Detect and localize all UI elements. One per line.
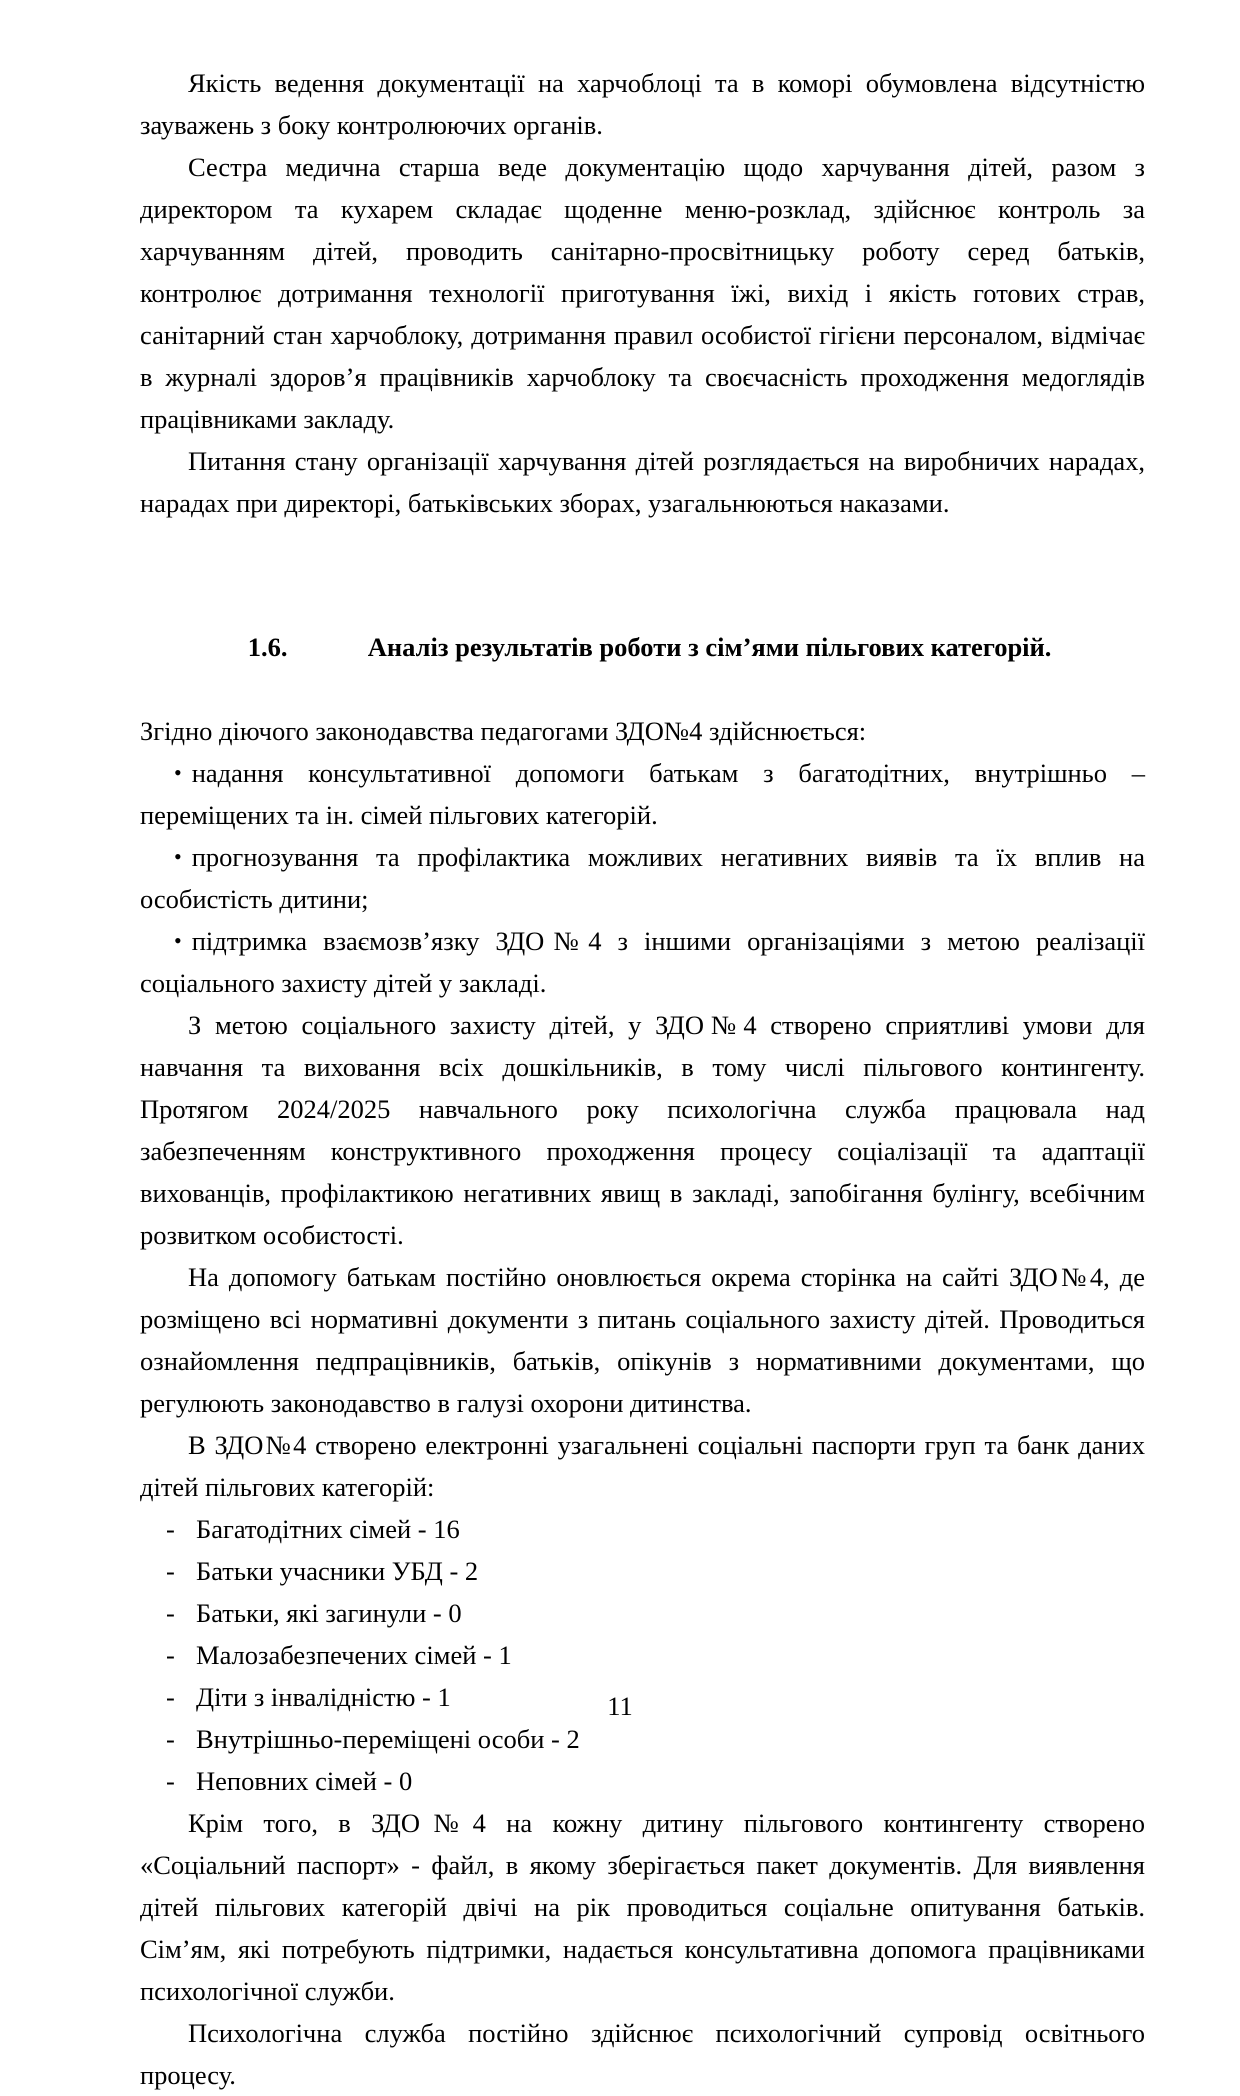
paragraph-legislation-intro: Згідно діючого законодавства педагогами ЗДО№4 здійснюється: <box>140 716 867 746</box>
list-item <box>140 1634 1145 1676</box>
list-item <box>140 1760 1145 1802</box>
bullet-item-text: надання консультативної допомоги батькам з багатодітних, внутрішньо – переміщених та ін. сімей пільгових категорій. <box>140 758 1145 830</box>
bullet-item-consultative-help <box>140 752 1145 836</box>
list-item <box>140 1508 1145 1550</box>
dash-marker-icon: - <box>166 1556 175 1586</box>
section-heading-1-6 <box>140 584 1145 710</box>
bullet-item-text: прогнозування та профілактика можливих негативних виявів та їх вплив на особистість дитини; <box>140 842 1145 914</box>
dash-marker-icon: - <box>166 1766 175 1796</box>
bullet-item-forecasting-prevention <box>140 836 1145 920</box>
bullet-item-text: підтримка взаємозв’язку ЗДО№4 з іншими організаціями з метою реалізації соціального захисту дітей у закладі. <box>140 926 1145 998</box>
section-number: 1.6. <box>247 632 288 662</box>
paragraph-senior-nurse-duties: Сестра медична старша веде документацію щодо харчування дітей, разом з директором та кухарем складає щоденне меню-розклад, здійснює контроль за харчуванням дітей, проводить санітарно-просвітницьку роботу серед батьків, контролює дотримання технології приготування їжі, вихід і якість готових страв, санітарний стан харчоблоку, дотримання правил особистої гігієни персоналом, відмічає в журналі здоров’я працівників харчоблоку та своєчасність проходження медоглядів працівниками закладу. <box>140 152 1145 434</box>
section-title: Аналіз результатів роботи з сім’ями пільгових категорій. <box>367 632 1052 662</box>
paragraph-quality-of-documentation: Якість ведення документації на харчоблоці та в коморі обумовлена відсутністю зауважень з боку контролюючих органів. <box>140 68 1145 140</box>
dash-marker-icon: - <box>166 1514 175 1544</box>
bullet-item-interconnection-support <box>140 920 1145 1004</box>
paragraph-social-passport-file: Крім того, в ЗДО№4 на кожну дитину пільгового контингенту створено «Соціальний паспорт» - файл, в якому зберігається пакет документів. Для виявлення дітей пільгових категорій двічі на рік проводиться соціальне опитування батьків. Сім’ям, які потребують підтримки, надається консультативна допомога працівниками психологічної служби. <box>140 1808 1145 2006</box>
list-item-text: Батьки, які загинули - 0 <box>196 1598 462 1628</box>
list-item-text: Внутрішньо-переміщені особи - 2 <box>196 1724 580 1754</box>
list-item <box>140 1592 1145 1634</box>
bullet-marker-icon: • <box>174 760 182 785</box>
list-item-text: Малозабезпечених сімей - 1 <box>196 1640 512 1670</box>
dash-marker-icon: - <box>166 1682 175 1712</box>
bullet-marker-icon: • <box>174 928 182 953</box>
list-item-text: Багатодітних сімей - 16 <box>196 1514 460 1544</box>
dash-marker-icon: - <box>166 1724 175 1754</box>
dash-marker-icon: - <box>166 1640 175 1670</box>
page-number: 11 <box>607 1691 633 1721</box>
page-body <box>140 62 1145 2096</box>
bullet-marker-icon: • <box>174 844 182 869</box>
paragraph-social-protection-conditions: З метою соціального захисту дітей, у ЗДО№4 створено сприятливі умови для навчання та виховання всіх дошкільників, в тому числі пільгового контингенту. Протягом 2024/2025 навчального року психологічна служба працювала над забезпеченням конструктивного проходження процесу соціалізації та адаптації вихованців, профілактикою негативних явищ в закладі, запобігання булінгу, всебічним розвитком особистості. <box>140 1010 1145 1250</box>
heading-spacer <box>140 524 1145 584</box>
list-item-text: Діти з інвалідністю - 1 <box>196 1682 451 1712</box>
paragraph-social-passports-databank: В ЗДО№4 створено електронні узагальнені соціальні паспорти груп та банк даних дітей пільгових категорій: <box>140 1430 1145 1502</box>
dash-marker-icon: - <box>166 1598 175 1628</box>
list-item <box>140 1550 1145 1592</box>
paragraph-nutrition-review-meetings: Питання стану організації харчування дітей розглядається на виробничих нарадах, нарадах при директорі, батьківських зборах, узагальнюються наказами. <box>140 446 1145 518</box>
list-item-text: Батьки учасники УБД - 2 <box>196 1556 479 1586</box>
list-item-text: Неповних сімей - 0 <box>196 1766 413 1796</box>
paragraph-website-page-for-parents: На допомогу батькам постійно оновлюється окрема сторінка на сайті ЗДО№4, де розміщено всі нормативні документи з питань соціального захисту дітей. Проводиться ознайомлення педпрацівників, батьків, опікунів з нормативними документами, що регулюють законодавство в галузі охорони дитинства. <box>140 1262 1145 1418</box>
list-item <box>140 1718 1145 1760</box>
privileged-categories-list <box>140 1508 1145 1802</box>
paragraph-psychological-support: Психологічна служба постійно здійснює психологічний супровід освітнього процесу. <box>140 2018 1145 2090</box>
